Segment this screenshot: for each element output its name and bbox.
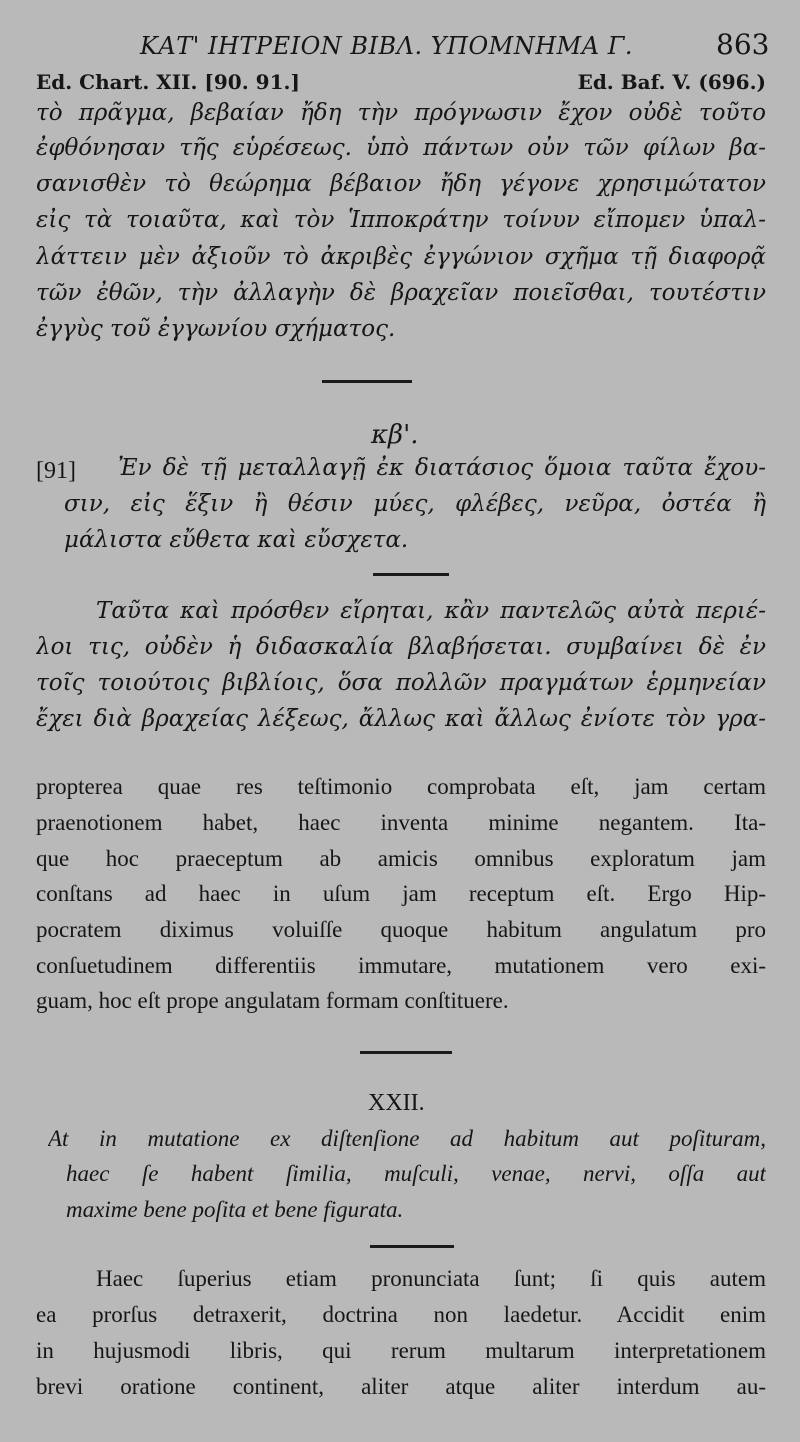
latin-line: pocratem diximus voluiſſe quoque habitum angulatum pro [36, 917, 766, 942]
greek-line: εἰς τὰ τοιαῦτα, καὶ τὸν Ἱπποκράτην τοίνυν εἴπομεν ὑπαλ- [36, 207, 766, 233]
greek-section-number: κβ'. [371, 420, 419, 450]
greek-line: λάττειν μὲν ἀξιοῦν τὸ ἀκριβὲς ἐγγώνιον σχῆμα τῇ διαφορᾷ [36, 244, 766, 270]
latin-aphorism-line: At in mutatione ex diſtenſione ad habitum aut poſituram, [48, 1126, 766, 1151]
greek-line: λοι τις, οὐδὲν ἡ διδασκαλία βλαβήσεται. συμβαίνει δὲ ἐν [36, 634, 766, 660]
section-divider-rule [360, 1051, 452, 1054]
greek-line: ἐγγὺς τοῦ ἐγγωνίου σχήματος. [36, 316, 396, 342]
latin-line: ea prorſus detraxerit, doctrina non laedetur. Accidit enim [36, 1302, 766, 1327]
greek-line: τὸ πρᾶγμα, βεβαίαν ἤδη τὴν πρόγνωσιν ἔχον οὐδὲ τοῦτο [36, 100, 766, 126]
greek-aphorism-line: σιν, εἰς ἕξιν ἢ θέσιν μύες, φλέβες, νεῦρα, ὀστέα ἢ [64, 491, 766, 517]
page-number: 863 [716, 28, 770, 61]
latin-section-number: XXII. [368, 1090, 425, 1116]
latin-line: praenotionem habet, haec inventa minime negantem. Ita- [36, 810, 766, 835]
latin-line: Haec ſuperius etiam pronunciata ſunt; ſi quis autem [96, 1266, 766, 1291]
edition-chart-ref: Ed. Chart. XII. [90. 91.] [36, 70, 300, 94]
section-divider-rule [322, 380, 412, 383]
greek-line: ἔχει διὰ βραχείας λέξεως, ἄλλως καὶ ἄλλως ἐνίοτε τὸν γρα- [36, 706, 766, 732]
greek-line: Ταῦτα καὶ πρόσθεν εἴρηται, κἂν παντελῶς αὐτὰ περιέ- [96, 598, 766, 624]
page-reference-marker: [91] [36, 458, 76, 484]
greek-aphorism-line: Ἐν δὲ τῇ μεταλλαγῇ ἐκ διατάσιος ὅμοια ταῦτα ἔχου- [118, 455, 766, 481]
latin-aphorism-line: haec ſe habent ſimilia, muſculi, venae, nervi, oſſa aut [66, 1161, 766, 1186]
greek-line: τοῖς τοιούτοις βιβλίοις, ὅσα πολλῶν πραγμάτων ἑρμηνείαν [36, 670, 766, 696]
running-head [0, 28, 800, 68]
latin-line: que hoc praeceptum ab amicis omnibus exploratum jam [36, 846, 766, 871]
latin-line: guam, hoc eſt prope angulatam formam conſtituere. [36, 988, 509, 1013]
latin-line: brevi oratione continent, aliter atque aliter interdum au- [36, 1374, 766, 1399]
edition-basel-ref: Ed. Baf. V. (696.) [577, 70, 766, 94]
latin-line: propterea quae res teſtimonio comprobata eſt, jam certam [36, 774, 766, 799]
latin-line: conſuetudinem differentiis immutare, mutationem vero exi- [36, 953, 766, 978]
latin-line: in hujusmodi libris, qui rerum multarum interpretationem [36, 1338, 766, 1363]
latin-aphorism-line: maxime bene poſita et bene figurata. [66, 1197, 404, 1222]
latin-line: conſtans ad haec in uſum jam receptum eſt. Ergo Hip- [36, 881, 766, 906]
greek-line: τῶν ἐθῶν, τὴν ἀλλαγὴν δὲ βραχεῖαν ποιεῖσθαι, τουτέστιν [36, 280, 766, 306]
greek-aphorism-line: μάλιστα εὔθετα καὶ εὔσχετα. [64, 527, 409, 553]
section-divider-rule [370, 1245, 454, 1248]
greek-line: σανισθὲν τὸ θεώρημα βέβαιον ἤδη γέγονε χρησιμώτατον [36, 171, 766, 197]
greek-line: ἐφθόνησαν τῆς εὑρέσεως. ὑπὸ πάντων οὖν τῶν φίλων βα- [36, 135, 766, 161]
section-divider-rule [373, 573, 449, 576]
running-title: ΚΑΤ' ΙΗΤΡΕΙΟΝ ΒΙΒΛ. ΥΠΟΜΝΗΜΑ Γ. [140, 32, 633, 60]
edition-reference-line [36, 70, 766, 100]
